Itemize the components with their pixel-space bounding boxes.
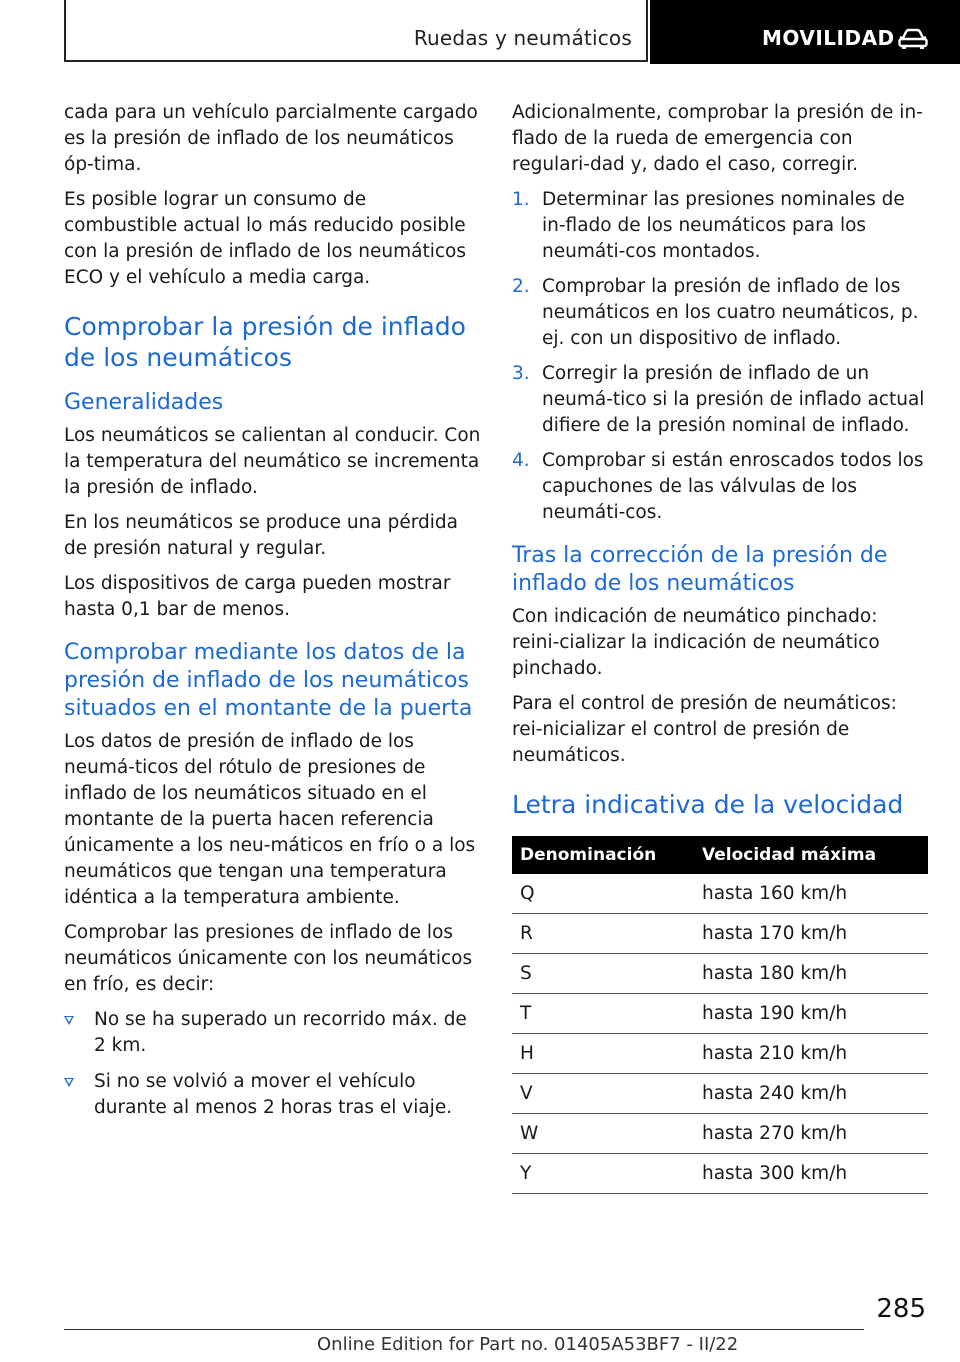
paragraph: Con indicación de neumático pinchado: reini-cializar la indicación de neumático pinchado.: [512, 606, 880, 679]
table-row: W hasta 270 km/h: [512, 1114, 928, 1154]
chapter-title: MOVILIDAD: [762, 26, 895, 50]
bullet-list: [64, 1007, 482, 1121]
speed-table: [512, 836, 928, 1194]
triangle-bullet-icon: [64, 1016, 74, 1025]
section-title: Ruedas y neumáticos: [413, 26, 632, 50]
paragraph: Comprobar las presiones de inflado de los neumáticos únicamente con los neumáticos en frío, es decir:: [64, 922, 473, 995]
paragraph: Los neumáticos se calientan al conducir. Con la temperatura del neumático se incrementa la presión de inflado.: [64, 425, 481, 498]
page-number: 285: [876, 1294, 926, 1324]
table-row: T hasta 190 km/h: [512, 994, 928, 1034]
subheading-general: Generalidades: [64, 390, 224, 415]
footer-divider: [64, 1329, 864, 1330]
list-item: No se ha superado un recorrido máx. de 2 km.: [64, 1007, 482, 1059]
table-row: H hasta 210 km/h: [512, 1034, 928, 1074]
list-item: 1. Determinar las presiones nominales de in-flado de los neumáticos para los neumáti-cos montados.: [512, 189, 905, 262]
heading-speed-letter: Letra indicativa de la velocidad: [512, 790, 904, 819]
paragraph: Los datos de presión de inflado de los neumá-ticos del rótulo de presiones de inflado de los neumáticos situado en el montante de la puerta hacen referencia únicamente a los neu-máticos en frío o a los neumáticos que tengan una temperatura idéntica a la temperatura ambiente.: [64, 731, 476, 908]
table-row: Y hasta 300 km/h: [512, 1154, 928, 1194]
column-header: Velocidad máxima: [694, 836, 928, 874]
subheading-after-correction: Tras la corrección de la presión de inflado de los neumáticos: [512, 543, 888, 596]
car-icon: [898, 28, 928, 50]
left-column: [64, 100, 482, 1131]
header-chapter-box: [650, 0, 960, 64]
paragraph: Para el control de presión de neumáticos: rei-nicializar el control de presión de neumáticos.: [512, 693, 897, 766]
table-header-row: [512, 836, 928, 874]
edition-footer: Online Edition for Part no. 01405A53BF7 - II/22: [317, 1334, 739, 1355]
table-row: S hasta 180 km/h: [512, 954, 928, 994]
steps-list: [512, 187, 928, 526]
table-row: Q hasta 160 km/h: [512, 874, 928, 914]
triangle-bullet-icon: [64, 1078, 74, 1087]
header-section-box: [64, 0, 648, 62]
paragraph: En los neumáticos se produce una pérdida de presión natural y regular.: [64, 512, 458, 559]
list-item: 4. Comprobar si están enroscados todos los capuchones de las válvulas de los neumáti-cos.: [512, 450, 924, 523]
paragraph: Los dispositivos de carga pueden mostrar hasta 0,1 bar de menos.: [64, 573, 451, 620]
heading-check-pressure: Comprobar la presión de inflado de los neumáticos: [64, 312, 466, 372]
table-row: R hasta 170 km/h: [512, 914, 928, 954]
table-row: V hasta 240 km/h: [512, 1074, 928, 1114]
right-column: [512, 100, 928, 1194]
list-item: Si no se volvió a mover el vehículo durante al menos 2 horas tras el viaje.: [64, 1069, 482, 1121]
list-item: 3. Corregir la presión de inflado de un neumá-tico si la presión de inflado actual difiere de la presión nominal de inflado.: [512, 363, 925, 436]
paragraph: Adicionalmente, comprobar la presión de in-flado de la rueda de emergencia con regulari-dad y, dado el caso, corregir.: [512, 102, 923, 175]
paragraph: cada para un vehículo parcialmente cargado es la presión de inflado de los neumáticos óp-tima.: [64, 102, 478, 175]
subheading-door-pillar: Comprobar mediante los datos de la presión de inflado de los neumáticos situados en el montante de la puerta: [64, 640, 473, 721]
column-header: Denominación: [512, 836, 694, 874]
list-item: 2. Comprobar la presión de inflado de los neumáticos en los cuatro neumáticos, p. ej. con un dispositivo de inflado.: [512, 276, 919, 349]
paragraph: Es posible lograr un consumo de combustible actual lo más reducido posible con la presión de inflado de los neumáticos ECO y el vehículo a media carga.: [64, 189, 466, 288]
